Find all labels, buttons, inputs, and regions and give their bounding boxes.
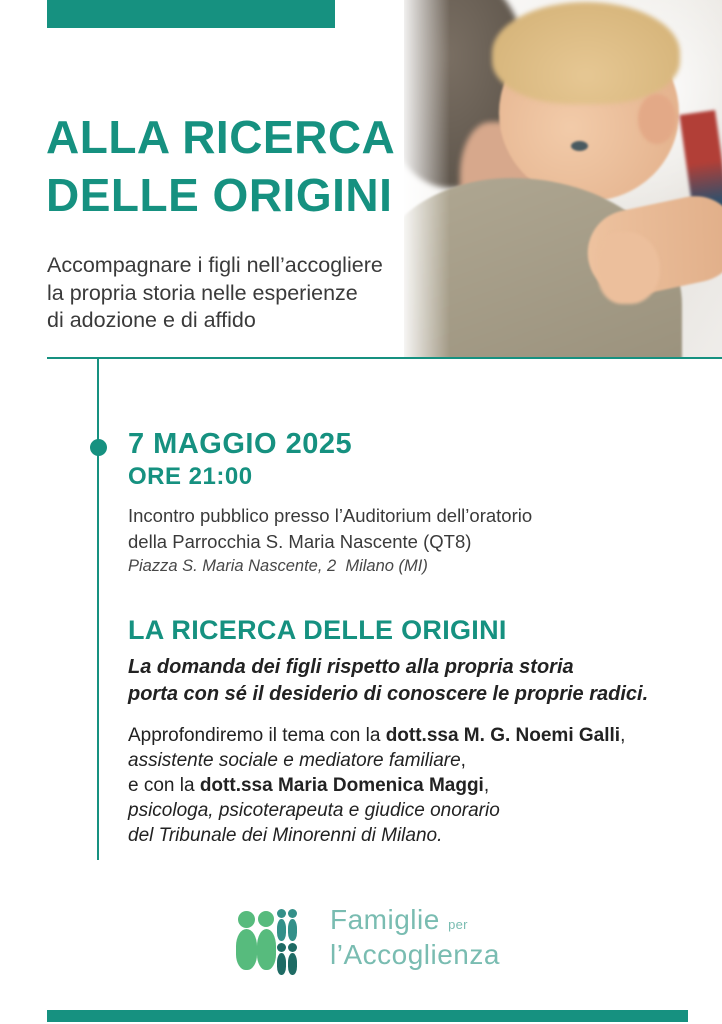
photo-left-fade — [404, 0, 450, 359]
speakers-line-1: Approfondiremo il tema con la dott.ssa M. G. Noemi Galli, — [128, 725, 626, 746]
baby-hand — [598, 232, 660, 304]
venue-line-1: Incontro pubblico presso l’Auditorium dell’oratorio — [128, 505, 533, 526]
timeline-bullet-dot — [90, 439, 107, 456]
baby-ear — [638, 94, 676, 144]
section-lead-paragraph — [128, 654, 648, 708]
baby-eye — [571, 141, 588, 151]
famiglie-accoglienza-logo — [236, 903, 500, 975]
lead-line-2: porta con sé il desiderio di conoscere le proprie radici. — [128, 683, 649, 705]
baby-hair — [492, 2, 680, 104]
top-accent-bar — [47, 0, 335, 28]
family-figures-icon — [236, 903, 298, 971]
logo-word-famiglie: Famiglie per — [330, 904, 468, 935]
poster-subtitle — [47, 252, 383, 335]
subtitle-line-2: la propria storia nelle esperienze — [47, 280, 358, 305]
bottom-accent-bar — [47, 1010, 688, 1022]
speaker-name-galli: dott.ssa M. G. Noemi Galli — [385, 725, 621, 746]
speakers-line-5: del Tribunale dei Minorenni di Milano. — [128, 825, 443, 846]
speakers-line-2: assistente sociale e mediatore familiare, — [128, 750, 466, 771]
father-holding-baby-photo — [404, 0, 722, 359]
title-line-2: DELLE ORIGINI — [46, 169, 393, 221]
logo-word-per: per — [448, 917, 468, 932]
subtitle-line-3: di adozione e di affido — [47, 308, 256, 332]
subtitle-line-1: Accompagnare i figli nell’accogliere — [47, 253, 383, 277]
logo-wordmark — [330, 905, 500, 970]
speakers-line-3: e con la dott.ssa Maria Domenica Maggi, — [128, 775, 490, 796]
event-date: 7 MAGGIO 2025 — [128, 428, 353, 460]
poster-title — [46, 108, 395, 224]
event-time: ORE 21:00 — [128, 463, 253, 490]
speakers-paragraph — [128, 723, 625, 848]
event-address: Piazza S. Maria Nascente, 2 Milano (MI) — [128, 557, 428, 575]
speakers-line-4: psicologa, psicoterapeuta e giudice onorario — [128, 800, 500, 821]
venue-line-2: della Parrocchia S. Maria Nascente (QT8) — [128, 531, 472, 552]
speaker-name-maggi: dott.ssa Maria Domenica Maggi — [199, 775, 484, 796]
event-venue — [128, 503, 532, 555]
title-line-1: ALLA RICERCA — [46, 111, 396, 163]
logo-word-accoglienza: l’Accoglienza — [330, 939, 500, 970]
horizontal-divider-line — [47, 357, 722, 359]
vertical-timeline-line — [97, 358, 99, 860]
section-heading: LA RICERCA DELLE ORIGINI — [128, 615, 507, 645]
lead-line-1: La domanda dei figli rispetto alla propria storia — [128, 656, 574, 678]
